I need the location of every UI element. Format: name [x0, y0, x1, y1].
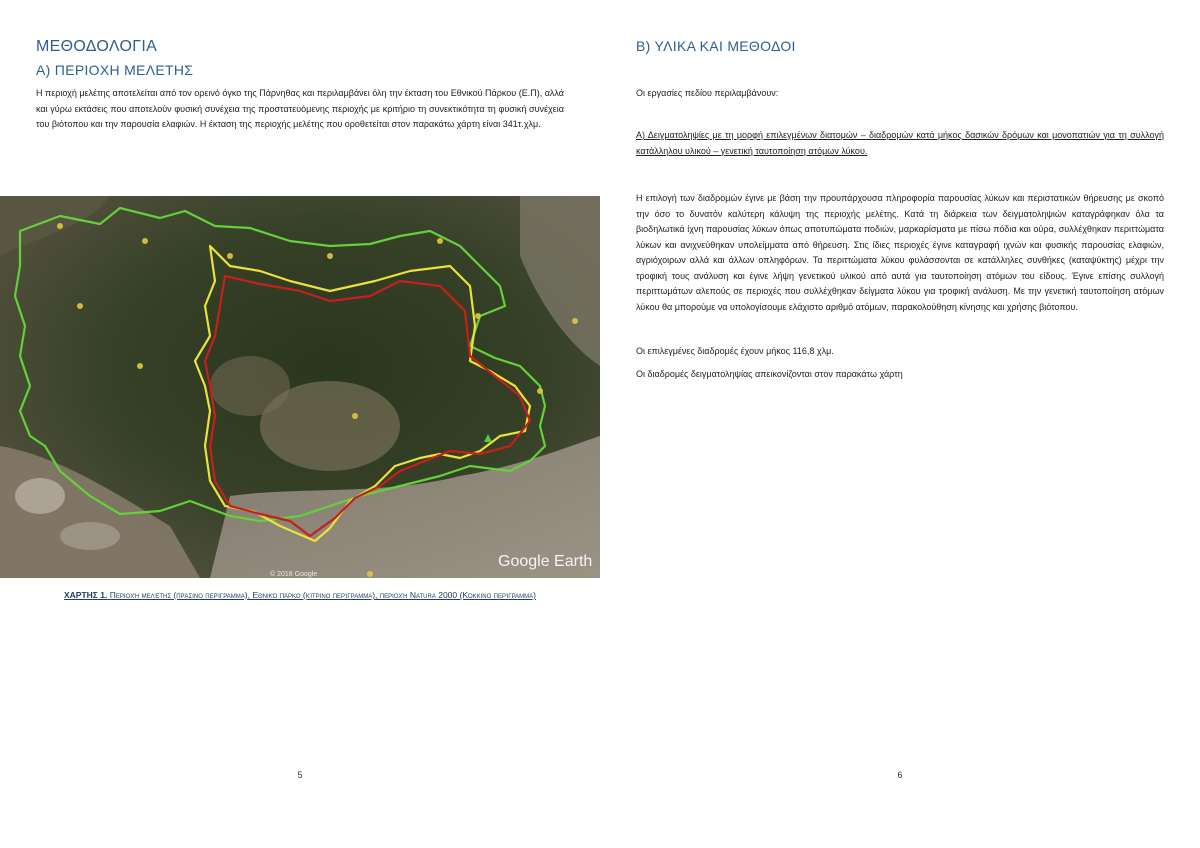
page-number: 5 [297, 770, 303, 780]
routes-map-paragraph [636, 367, 1164, 383]
section-heading: ΜΕΘΟΔΟΛΟΓΙΑ [36, 38, 158, 55]
map-caption [20, 589, 580, 602]
satellite-map [0, 196, 600, 578]
fieldwork-lead-text: Οι εργασίες πεδίου περιλαμβάνουν: [636, 88, 779, 98]
caption-text: Περιοχή μελέτης (πράσινο περίγραμμα), Εθνικό πάρκο (κίτρινο περίγραμμα), περιοχή Natura 2000 (Κόκκινο περίγραμμα) [109, 590, 536, 600]
routes-length-paragraph [636, 344, 1164, 360]
section-heading: Β) ΥΛΙΚΑ ΚΑΙ ΜΕΘΟΔΟΙ [636, 38, 796, 54]
section-subheading: Α) ΠΕΡΙΟΧΗ ΜΕΛΕΤΗΣ [36, 62, 194, 78]
map-copyright: © 2018 Google [270, 571, 318, 578]
routes-map-text: Οι διαδρομές δειγματοληψίας απεικονίζονται στον παρακάτω χάρτη [636, 369, 903, 379]
routes-length-text: Οι επιλεγμένες διαδρομές έχουν μήκος 116,8 χλμ. [636, 346, 834, 356]
fieldwork-item-a [636, 128, 1164, 159]
page-number: 6 [897, 770, 903, 780]
methods-paragraph [636, 191, 1164, 315]
caption-label: ΧΑΡΤΗΣ 1. [64, 590, 108, 600]
fieldwork-item-a-text: Α) Δειγματοληψίες με τη μορφή επιλεγμένων διατομών – διαδρομών κατά μήκος δασικών δρόμων και μονοπατιών για τη συλλογή κατάλληλου υλικού – γενετική ταυτοποίηση ατόμων λύκου. [636, 130, 1164, 156]
fieldwork-lead [636, 86, 1164, 102]
study-area-text: Η περιοχή μελέτης αποτελείται από τον ορεινό όγκο της Πάρνηθας και περιλαμβάνει όλη την έκταση του Εθνικού Πάρκου (Ε.Π), αλλά και γύρω εκτάσεις που αποτελούν φυσική συνέχεια της προστατευόμενης περιοχής με κριτήριο τη συνεκτικότητα τη φυσική συνέχεια του βιότοπου και την παρουσία ελαφιών. Η έκταση της περιοχής μελέτης που οροθετείται στον παρακάτω χάρτη είναι 341τ.χλμ. [36, 88, 564, 129]
methods-text: Η επιλογή των διαδρομών έγινε με βάση την προυπάρχουσα πληροφορία παρουσίας λύκων και περιστατικών θήρευσης με σκοπό την όσο το δυνατόν καλύτερη κάλυψη της περιοχής μελέτης. Κατά τη διάρκεια των δειγματοληψιών καταγράφηκαν όλα τα βιοδηλωτικά ίχνη παρουσίας λύκων όπως αποτυπώματα ποδιών, μαρκαρίσματα με πίσω πόδια και ούρα, συλλέχθηκαν περιττώματα λύκων και ανιχνεύθηκαν υπολείμματα από θήρευση. Στις ίδιες περιοχές έγινε καταγραφή ιχνών και φυσικής παρουσίας ελαφιών, αγριόχοιρων αλλά και άλλων οπληφόρων. Τα περιττώματα λύκου φυλάσσονται σε κατάλληλες συνθήκες (καταψύκτης) μέχρι την τροφική τους ανάλυση και έγινε λήψη γενετικού υλικού από αυτά για ταυτοποίηση ατόμων του είδους. Έγινε επίσης συλλογή περιττωμάτων αλεπούς σε περιοχές που συλλέχθηκαν δείγματα λύκου για τροφική ανάλυση. Με την γενετική ταυτοποίηση ατόμων λύκου θα μπορούμε να υπολογίσουμε ελάχιστο αριθμό ατόμων, παρακολούθηση κίνησης και χρήσης βιότοπου. [636, 193, 1164, 312]
right-page [600, 0, 1200, 848]
google-earth-watermark: Google Earth [498, 553, 593, 570]
study-area-paragraph [36, 86, 564, 133]
